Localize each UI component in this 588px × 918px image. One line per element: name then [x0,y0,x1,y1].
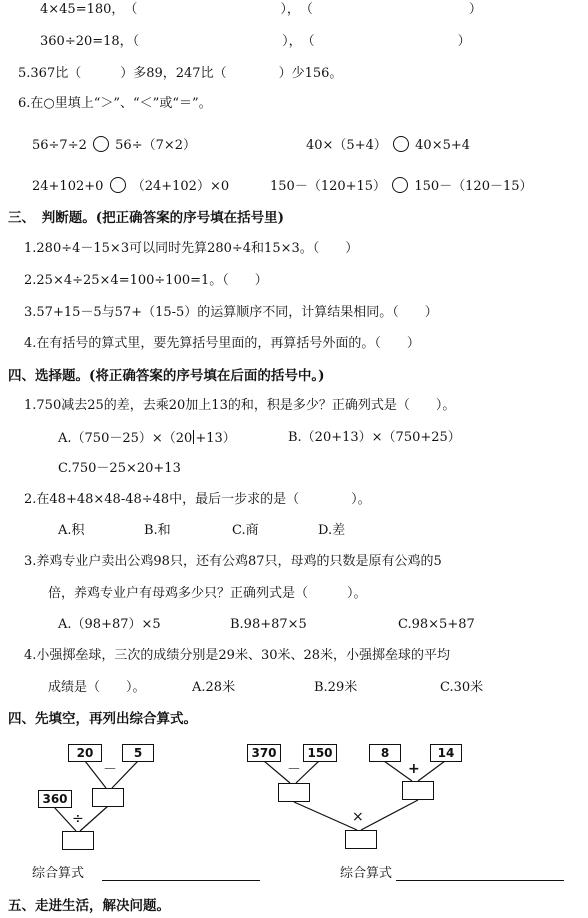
divide-operator: ÷ [72,811,84,827]
judge-item-2: 2.25×4÷25×4=100÷100=1。（ ） [24,273,268,288]
multiply-operator: × [352,809,364,825]
choice-q1-option-c: C.750－25×20+13 [58,461,181,476]
choice-q1-option-b: B.（20+13）×（750+25） [288,430,461,445]
section-3-title: 三、 判断题。(把正确答案的序号填在括号里) [8,210,285,226]
choice-q2-option-a: A.积 [58,523,85,538]
choice-q2-option-d: D.差 [318,523,346,538]
choice-q4-line-2: 成绩是（ ）。 [48,680,146,695]
compare-expr: 56÷（7×2） [115,138,197,153]
combined-formula-label: 综合算式 [32,866,85,881]
choice-q3-option-b: B.98+87×5 [230,617,307,632]
number-box-5: 5 [122,744,154,762]
number-box-8: 8 [369,744,401,762]
compare-expr: 40×5+4 [415,138,471,153]
choice-q3-line-1: 3.养鸡专业户卖出公鸡98只，还有公鸡87只，母鸡的只数是原有公鸡的5 [24,554,442,569]
compare-expr: 56÷7÷2 [32,138,87,153]
option-a-text-rest: +13） [195,431,236,446]
compare-expr: 150－（120+15） [270,179,387,194]
answer-box[interactable] [402,781,434,800]
option-a-text: A.（750－25）×（20 [58,431,193,446]
question-5: 5.367比（ ）多89，247比（ ）少156。 [18,66,343,81]
compare-expr: 40×（5+4） [306,138,387,153]
combined-formula-label: 综合算式 [340,866,393,881]
choice-q3-option-a: A.（98+87）×5 [58,617,161,632]
choice-q4-option-c: C.30米 [440,680,484,695]
compare-expr: （24+102）×0 [131,179,230,194]
number-box-360: 360 [38,790,72,808]
fill-line-1: 4×45=180， （ ）， （ ） [40,2,482,17]
section-4-title: 四、选择题。(将正确答案的序号填在后面的括号中。) [8,368,325,384]
choice-q2-option-c: C.商 [232,523,259,538]
choice-q2-option-b: B.和 [144,523,171,538]
choice-q3-option-c: C.98×5+87 [398,617,475,632]
combined-formula-line[interactable] [102,880,260,881]
choice-q2: 2.在48+48×48-48÷48中，最后一步求的是（ ）。 [24,492,371,507]
compare-expr: 24+102+0 [32,179,104,194]
choice-q3-line-2: 倍，养鸡专业户有母鸡多少只？正确列式是（ ）。 [48,586,367,601]
judge-item-1: 1.280÷4－15×3可以同时先算280÷4和15×3。（ ） [24,241,359,256]
answer-box[interactable] [92,788,124,807]
compare-expr: 150－（120－15） [414,179,533,194]
plus-operator: + [408,761,420,777]
minus-operator: － [103,762,117,778]
choice-q4-option-b: B.29米 [314,680,358,695]
answer-box[interactable] [278,783,310,802]
choice-q4-option-a: A.28米 [192,680,236,695]
judge-item-4: 4.在有括号的算式里，要先算括号里面的，再算括号外面的。（ ） [24,336,420,351]
number-box-150: 150 [303,744,337,762]
fill-line-2: 360÷20=18，（ ）， （ ） [40,34,471,49]
answer-box[interactable] [345,830,377,849]
judge-item-3: 3.57+15－5与57+（15-5）的运算顺序不同，计算结果相同。（ ） [24,305,438,320]
number-box-14: 14 [430,744,462,762]
choice-q1: 1.750减去25的差，去乘20加上13的和，积是多少？正确列式是（ ）。 [24,398,456,413]
answer-box[interactable] [62,831,94,850]
number-box-20: 20 [68,744,102,762]
choice-q4-line-1: 4.小强掷垒球，三次的成绩分别是29米、30米、28米，小强掷垒球的平均 [24,648,451,663]
section-5-title: 四、先填空，再列出综合算式。 [8,711,197,727]
section-6-title: 五、走进生活，解决问题。 [8,898,170,914]
minus-operator: － [287,762,301,778]
combined-formula-line[interactable] [396,880,564,881]
number-box-370: 370 [247,744,281,762]
question-6: 6.在○里填上“＞”、“＜”或“＝”。 [18,96,212,111]
